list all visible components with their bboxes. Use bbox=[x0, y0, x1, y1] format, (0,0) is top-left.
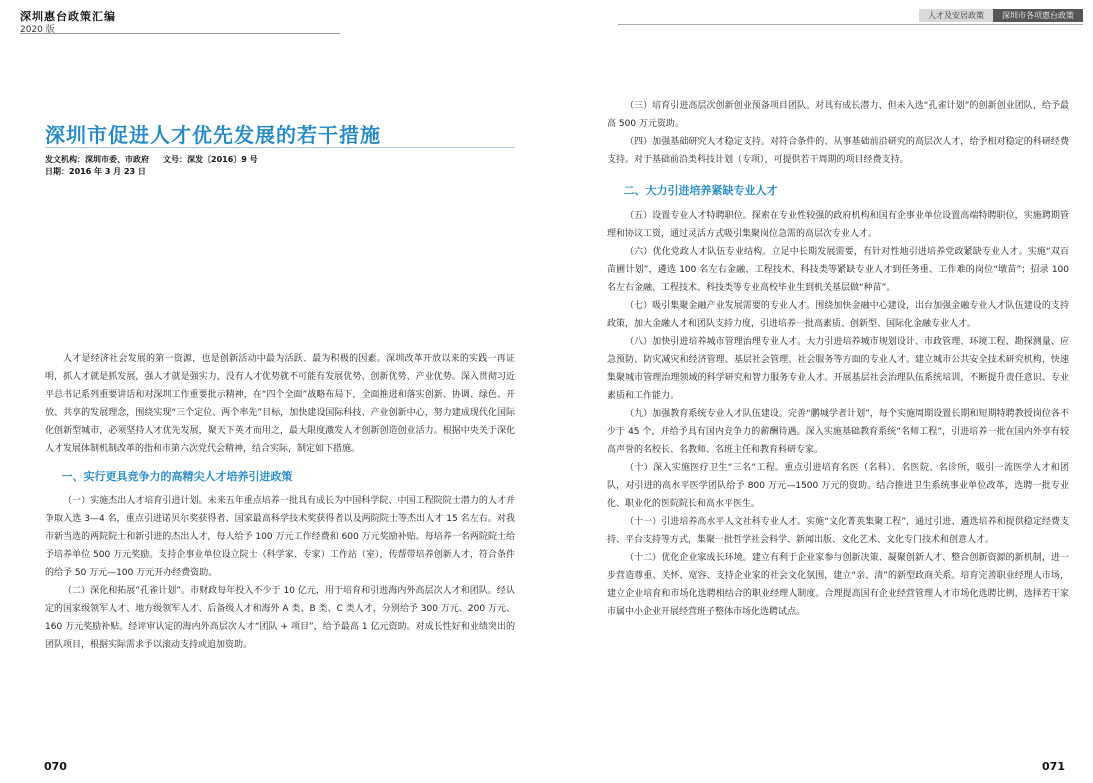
paragraph: （九）加强教育系统专业人才队伍建设。完善“鹏城学者计划”，每个实施周期设置长期和短期特聘教授岗位各不少于 45 个，并给予具有国内竞争力的薪酬待遇。深入实施基础教育系统“名师工程”，引进培养一批在国内外享有较高声誉的名校长、名教师、名班主任和教育科研专家。 bbox=[607, 409, 1069, 455]
document-meta-line-1 bbox=[45, 154, 258, 165]
paragraph: （十）深入实施医疗卫生“三名”工程。重点引进培育名医（名科）、名医院、名诊所，吸引一流医学人才和团队，对引进的高水平医学团队给予 800 万元—1500 万元的资助。结合推进卫生系统事业单位改革，选聘一批专业化、职业化的医院院长和高水平医生。 bbox=[607, 463, 1069, 509]
paragraph: （二）深化和拓展“孔雀计划”。市财政每年投入不少于 10 亿元，用于培育和引进海内外高层次人才和团队。经认定的国家级领军人才、地方级领军人才、后备级人才和海外 A 类、B 类、C 类人才，分别给予 300 万元、200 万元、160 万元奖励补贴。经评审认定的海内外高层次人才“团队 + 项目”，给予最高 1 亿元资助。对成长性好和业绩突出的团队项目，根据实际需求予以滚动支持或追加资助。 bbox=[45, 586, 515, 650]
page-number-right: 071 bbox=[1042, 760, 1065, 773]
title-rule bbox=[45, 147, 515, 148]
paragraph: （十一）引进培养高水平人文社科专业人才。实施“文化菁英集聚工程”，通过引进、遴选培养和提供稳定经费支持、平台支持等方式，集聚一批哲学社会科学、新闻出版、文化艺术、文化专门技术和创意人才。 bbox=[607, 517, 1069, 545]
paragraph: 人才是经济社会发展的第一资源，也是创新活动中最为活跃、最为积极的因素。深圳改革开放以来的实践一再证明，抓人才就是抓发展，强人才就是强实力，没有人才优势就不可能有发展优势、创新优势、产业优势。深入贯彻习近平总书记系列重要讲话和对深圳工作重要批示精神，在“四个全面”战略布局下，全面推进和落实创新、协调、绿色、开放、共享的发展理念，围绕实现“三个定位、两个率先”目标，加快建设国际科技、产业创新中心，努力建成现代化国际化创新型城市，必须坚持人才优先发展，聚天下英才而用之，最大限度激发人才创新创造创业活力。根据中央关于深化人才发展体制机制改革的指和市第六次党代会精神，结合实际，制定如下措施。 bbox=[45, 354, 515, 454]
paragraph: （四）加强基础研究人才稳定支持。对符合条件的、从事基础前沿研究的高层次人才，给予相对稳定的科研经费支持。对于基础前沿类科技计划（专项），可提供若干周期的项目经费支持。 bbox=[607, 137, 1069, 165]
paragraph: （十二）优化企业家成长环境。建立有利于企业家参与创新决策、凝聚创新人才、整合创新资源的新机制，进一步营造尊重、关怀、宽容、支持企业家的社会文化氛围，建立“亲、清”的新型政商关系。培育完善职业经理人市场，建立企业培育和市场化选聘相结合的职业经理人制度。合理提高国有企业经营管理人才市场化选聘比例，选择若干家市属中小企业开展经营班子整体市场化选聘试点。 bbox=[607, 553, 1069, 617]
left-page bbox=[0, 0, 546, 783]
paragraph: （八）加快引进培养城市管理治理专业人才。大力引进培养城市规划设计、市政管理、环境工程、勘探测量、应急预防、防灾减灾和经济管理、基层社会管理、社会服务等方面的专业人才。建立城市公共安全技术研究机构，快速集聚城市管理治理领域的科学研究和智力服务专业人才。开展基层社会治理队伍系统培训，不断提升责任意识、专业素质和工作能力。 bbox=[607, 337, 1069, 401]
section-heading: 一、实行更具竞争力的高精尖人才培养引进政策 bbox=[61, 470, 293, 483]
paragraph: （一）实施杰出人才培育引进计划。未来五年重点培养一批具有成长为中国科学院、中国工程院院士潜力的人才并争取入选 3—4 名，重点引进诺贝尔奖获得者、国家最高科学技术奖获得者以及两院院士等杰出人才 15 名左右。对我市新当选的两院院士和新引进的杰出人才，每人给予 100 万元工作经费和 600 万元奖励补贴。每培养一名两院院士给予培养单位 500 万元奖励。支持企事业单位设立院士（科学家、专家）工作站（室），传帮带培养创新人才，符合条件的给予 50 万元—100 万元开办经费资助。 bbox=[45, 496, 515, 578]
document-title: 深圳市促进人才优先发展的若干措施 bbox=[45, 123, 381, 147]
tab-talent-housing: 人才及安居政策 bbox=[919, 9, 993, 22]
header-rule bbox=[20, 33, 340, 34]
paragraph: （三）培育引进高层次创新创业预备项目团队。对具有成长潜力、但未入选“孔雀计划”的创新创业团队，给予最高 500 万元资助。 bbox=[607, 101, 1069, 129]
paragraph: （七）吸引集聚金融产业发展需要的专业人才。围绕加快金融中心建设，出台加强金融专业人才队伍建设的支持政策，加大金融人才和团队支持力度，引进培养一批高素质、创新型、国际化金融专业人才。 bbox=[607, 301, 1069, 329]
paragraph: （五）设置专业人才特聘职位。探索在专业性较强的政府机构和国有企事业单位设置高端特聘职位，实施聘期管理和协议工资，通过灵活方式吸引集聚岗位急需的高层次专业人才。 bbox=[607, 211, 1069, 239]
right-page bbox=[546, 0, 1093, 783]
left-body-text bbox=[45, 350, 515, 654]
publication-title: 深圳惠台政策汇编 bbox=[20, 10, 116, 23]
publication-year: 2020 版 bbox=[20, 25, 55, 35]
paragraph: （六）优化党政人才队伍专业结构。立足中长期发展需要，有针对性地引进培养党政紧缺专业人才。实施“双百苗圃计划”，遴选 100 名左右金融、工程技术、科技类等紧缺专业人才到任务重、工作难的岗位“墩苗”；招录 100 名左右金融、工程技术、科技类等专业高校毕业生到机关基层做“种苗”。 bbox=[607, 247, 1069, 293]
section-heading: 二、大力引进培养紧缺专业人才 bbox=[623, 184, 778, 197]
document-date: 日期：2016 年 3 月 23 日 bbox=[45, 167, 146, 176]
right-body-text bbox=[607, 97, 1069, 621]
document-issuer: 发文机构：深圳市委、市政府 bbox=[45, 155, 149, 164]
section-tabs bbox=[919, 9, 1083, 22]
document-number: 文号：深发〔2016〕9 号 bbox=[163, 155, 258, 164]
tab-shenzhen-policies: 深圳市各项惠台政策 bbox=[993, 9, 1083, 22]
header-rule-right bbox=[618, 24, 1083, 25]
page-number-left: 070 bbox=[44, 760, 67, 773]
